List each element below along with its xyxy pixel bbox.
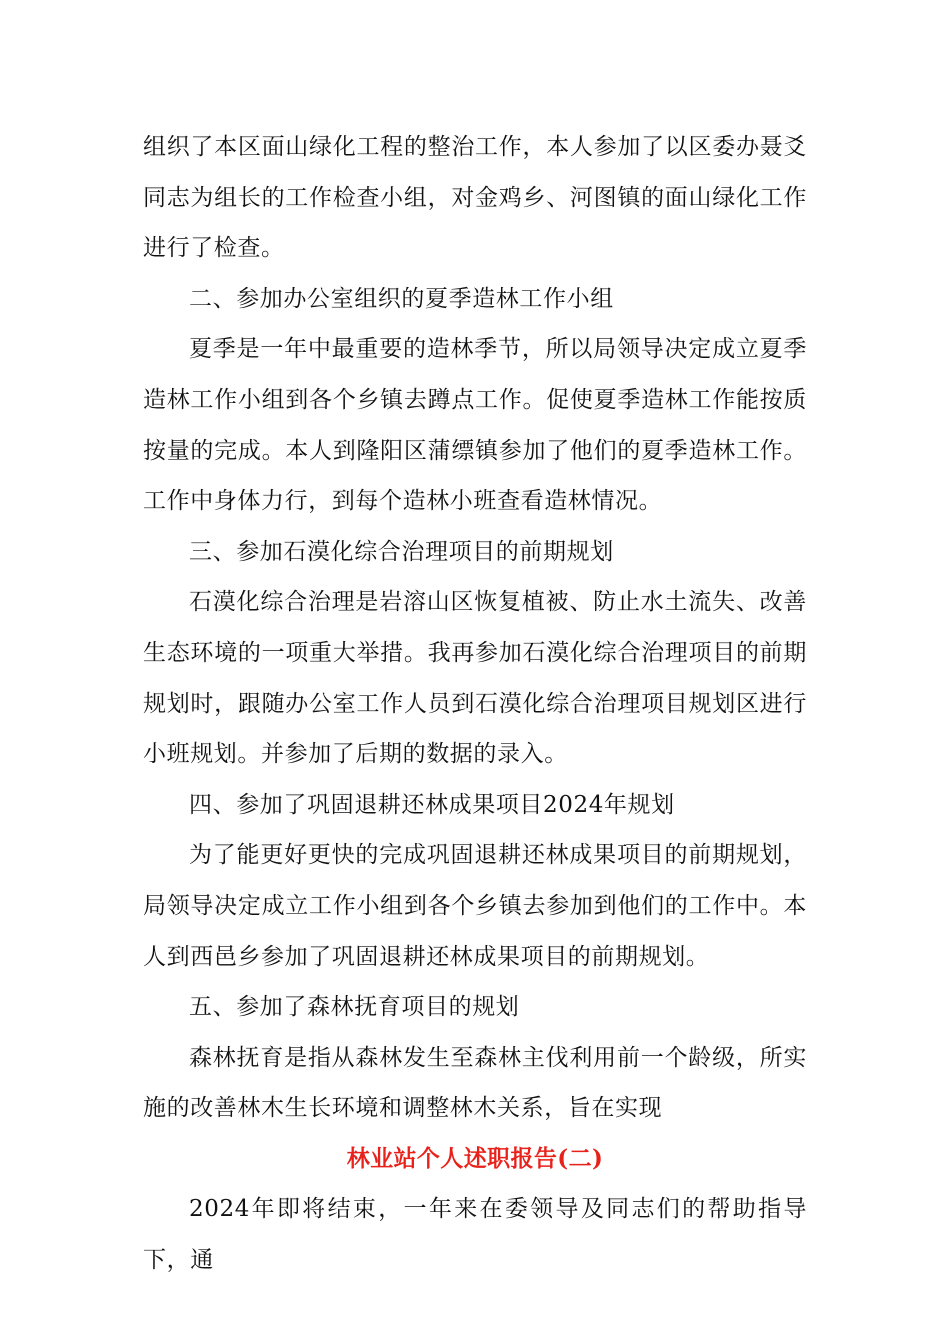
section-heading-3: 三、参加石漠化综合治理项目的前期规划: [189, 538, 614, 565]
document-page: [143, 122, 807, 1286]
section-heading-5: 五、参加了森林抚育项目的规划: [189, 994, 520, 1021]
paragraph-forest-tending: 森林抚育是指从森林发生至森林主伐利用前一个龄级，所实施的改善林木生长环境和调整林木关系，旨在实现: [143, 1044, 807, 1122]
paragraph-continuation: 组织了本区面山绿化工程的整治工作，本人参加了以区委办聂爻同志为组长的工作检查小组，对金鸡乡、河图镇的面山绿化工作进行了检查。: [143, 134, 807, 262]
section-heading-2: 二、参加办公室组织的夏季造林工作小组: [189, 285, 614, 312]
paragraph-summer-afforestation: 夏季是一年中最重要的造林季节，所以局领导决定成立夏季造林工作小组到各个乡镇去蹲点工作。促使夏季造林工作能按质按量的完成。本人到隆阳区蒲缥镇参加了他们的夏季造林工作。工作中身体力行，到每个造林小班查看造林情况。: [143, 336, 807, 515]
paragraph-rocky-desertification: 石漠化综合治理是岩溶山区恢复植被、防止水土流失、改善生态环境的一项重大举措。我再参加石漠化综合治理项目的前期规划时，跟随办公室工作人员到石漠化综合治理项目规划区进行小班规划。并参加了后期的数据的录入。: [143, 589, 807, 768]
report-title: 林业站个人述职报告(二): [346, 1144, 604, 1172]
section-heading-4: 四、参加了巩固退耕还林成果项目2024年规划: [189, 791, 675, 818]
paragraph-report-intro: 2024年即将结束，一年来在委领导及同志们的帮助指导下，通: [143, 1196, 807, 1274]
paragraph-grain-for-green: 为了能更好更快的完成巩固退耕还林成果项目的前期规划，局领导决定成立工作小组到各个乡镇去参加到他们的工作中。本人到西邑乡参加了巩固退耕还林成果项目的前期规划。: [143, 842, 807, 970]
